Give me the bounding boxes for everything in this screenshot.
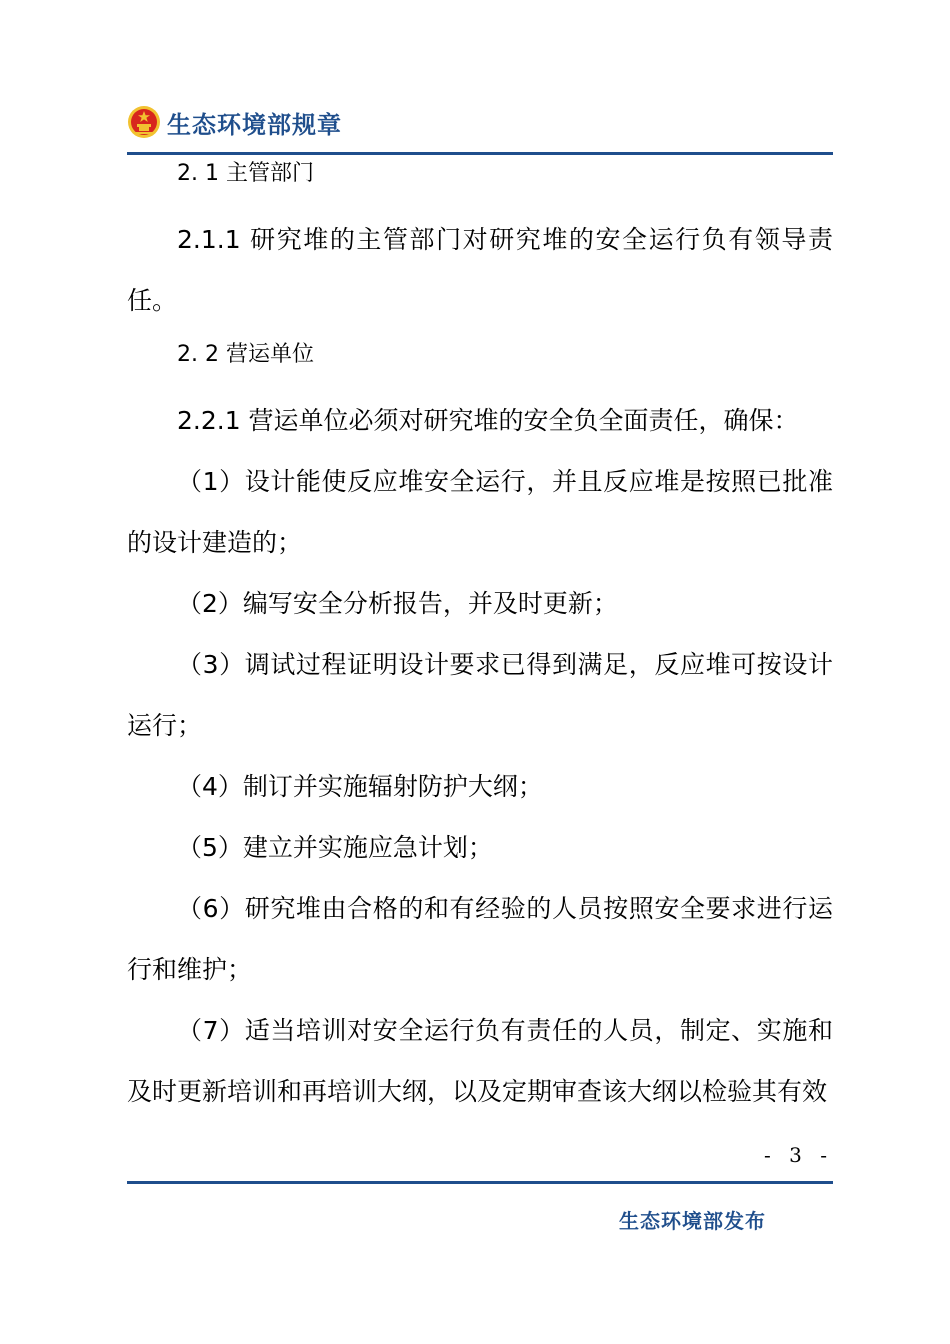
- list-item-6: （6）研究堆由合格的和有经验的人员按照安全要求进行运行和维护；: [127, 894, 833, 984]
- list-item-7: （7）适当培训对安全运行负有责任的人员，制定、实施和及时更新培训和再培训大纲，以及定期审查该大纲以检验其有效: [127, 1016, 833, 1106]
- list-item-2: （2）编写安全分析报告，并及时更新；: [177, 589, 618, 618]
- page-header: [127, 100, 342, 144]
- list-item-4: （4）制订并实施辐射防护大纲；: [177, 772, 543, 801]
- list-item-3: （3）调试过程证明设计要求已得到满足，反应堆可按设计运行；: [127, 650, 833, 740]
- header-divider: [127, 152, 833, 155]
- document-body: [127, 160, 833, 1122]
- list-item-1: （1）设计能使反应堆安全运行，并且反应堆是按照已批准的设计建造的；: [127, 467, 833, 557]
- national-emblem-icon: [127, 105, 161, 139]
- clause-2-2-1: 2.2.1 营运单位必须对研究堆的安全负全面责任，确保：: [177, 406, 799, 435]
- section-heading-2-1: 2. 1 主管部门: [177, 161, 314, 186]
- section-heading-2-2: 2. 2 营运单位: [177, 342, 314, 367]
- page-number: - 3 -: [764, 1143, 833, 1167]
- list-item-5: （5）建立并实施应急计划；: [177, 833, 493, 862]
- footer-divider: [127, 1181, 833, 1184]
- footer-publisher: 生态环境部发布: [619, 1209, 766, 1233]
- header-title: 生态环境部规章: [167, 110, 342, 139]
- clause-2-1-1: 2.1.1 研究堆的主管部门对研究堆的安全运行负有领导责任。: [127, 225, 833, 315]
